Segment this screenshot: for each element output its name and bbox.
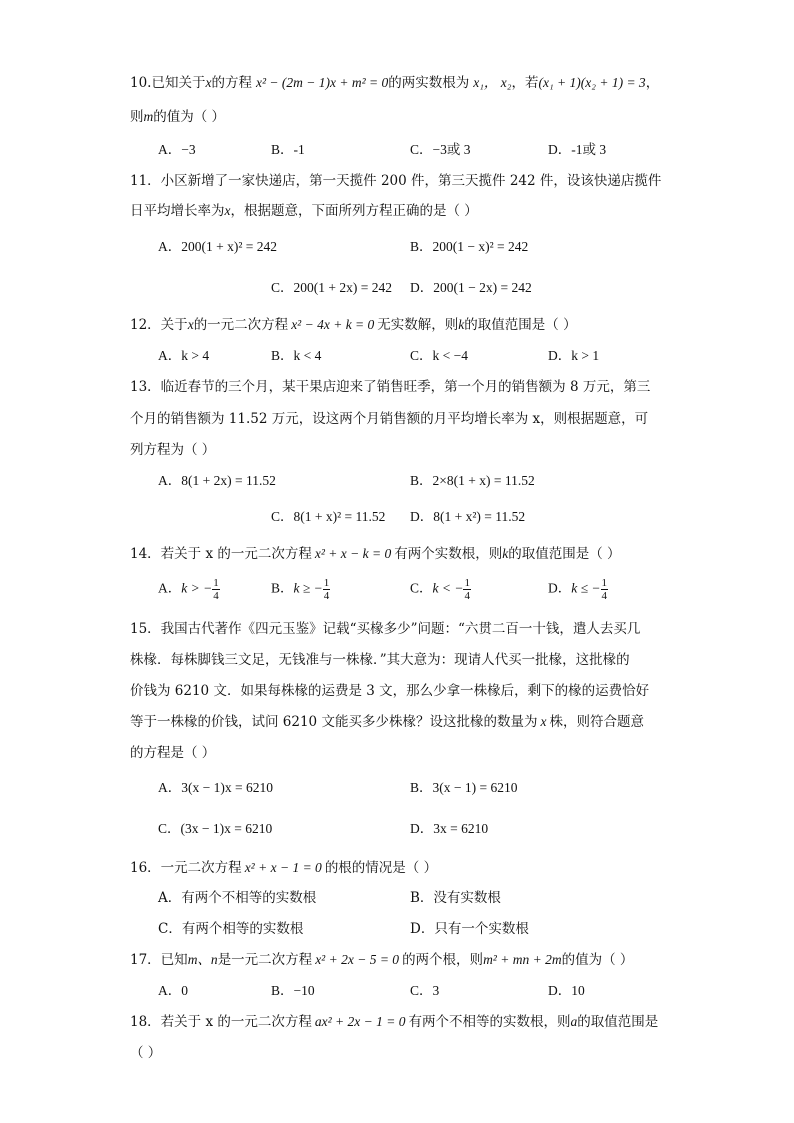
q11-option-b: B．200(1 − x)² = 242 <box>410 239 529 254</box>
question-10-line-1 <box>130 73 659 93</box>
q14-option-expr: k > − <box>181 580 213 596</box>
question-13-line-2: 个月的销售额为 11.52 万元，设这两个月销售额的月平均增长率为 x，则根据题意，可 <box>130 411 649 427</box>
q10-var-m: m <box>143 109 154 124</box>
q14-option-b <box>271 577 330 602</box>
q10-text: 的两实数根为 <box>388 75 470 91</box>
numerator: 1 <box>213 577 219 589</box>
q10-var-x: x <box>205 75 212 90</box>
fraction <box>463 577 471 602</box>
q15-option-b: B．3(x − 1) = 6210 <box>410 780 518 795</box>
question-13-line-1: 13．临近春节的三个月，某干果店迎来了销售旺季，第一个月的销售额为 8 万元，第三 <box>130 379 651 395</box>
question-11-line-2 <box>130 201 478 221</box>
q13-option-a: A．8(1 + 2x) = 11.52 <box>158 473 276 488</box>
q15-option-c: C．(3x − 1)x = 6210 <box>158 821 273 836</box>
numerator: 1 <box>601 577 608 589</box>
question-11-line-1: 11．小区新增了一家快递店，第一天揽件 200 件，第三天揽件 242 件，设该快递店揽件 <box>130 173 662 189</box>
q10-option-a: A．−3 <box>158 142 196 157</box>
q10-roots: x₁， x₂ <box>473 75 512 90</box>
q14-text: 的取值范围是（ ） <box>508 546 621 562</box>
q11-option-c: C．200(1 + 2x) = 242 <box>271 280 392 295</box>
q10-option-b: B．-1 <box>271 142 305 157</box>
q12-var-x: x <box>187 317 194 332</box>
q14-option-label: B． <box>271 580 294 596</box>
question-15-line-2: 株椽．每株脚钱三文足，无钱准与一株椽．”其大意为：现请人代买一批椽，这批椽的 <box>130 652 630 668</box>
question-15-line-3: 价钱为 6210 文．如果每株椽的运费是 3 文，那么少拿一株椽后，剩下的椽的运费恰好 <box>130 683 650 699</box>
denominator: 4 <box>323 590 330 602</box>
q17-text: 的值为（ ） <box>561 952 634 968</box>
q14-option-label: A． <box>158 580 182 596</box>
q12-text: 的一元二次方程 <box>193 317 289 333</box>
q14-option-expr: k ≤ − <box>571 580 601 596</box>
fraction <box>323 577 331 602</box>
q15-text: 株，则符合题意 <box>549 714 644 730</box>
q18-text: 有两个不相等的实数根，则 <box>408 1014 571 1030</box>
q12-option-d: D．k > 1 <box>548 348 600 363</box>
question-18-line-1 <box>130 1012 658 1032</box>
q10-text: 10.已知关于 <box>130 75 206 91</box>
question-16-line-1 <box>130 858 437 878</box>
q12-option-a: A．k > 4 <box>158 348 210 363</box>
q12-text: 的取值范围是（ ） <box>464 317 577 333</box>
denominator: 4 <box>464 590 470 602</box>
q12-text: 12．关于 <box>130 317 188 333</box>
q10-text: ， <box>645 75 660 91</box>
denominator: 4 <box>213 590 219 602</box>
q18-text: 18．若关于 x 的一元二次方程 <box>130 1014 312 1030</box>
q17-option-c: C．3 <box>410 983 440 998</box>
q14-text: 有两个实数根，则 <box>394 546 503 562</box>
fraction <box>601 577 609 602</box>
q10-text: 的值为（ ） <box>153 109 226 125</box>
denominator: 4 <box>601 590 608 602</box>
q10-equation: x² − (2m − 1)x + m² = 0 <box>255 75 389 90</box>
question-13-line-3: 列方程为（ ） <box>130 442 216 458</box>
q10-text: 则 <box>130 109 144 125</box>
q17-option-a: A．0 <box>158 983 188 998</box>
q15-text: 等于一株椽的价钱，试问 6210 文能买多少株椽？设这批椽的数量为 <box>130 714 538 730</box>
q15-var-x: x <box>540 714 547 729</box>
question-15-line-1: 15．我国古代著作《四元玉鉴》记载“买椽多少”问题：“六贯二百一十钱，遣人去买几 <box>130 621 641 637</box>
q16-option-a: A．有两个不相等的实数根 <box>158 890 317 906</box>
q12-text: 无实数解，则 <box>377 317 459 333</box>
q14-option-expr: k < − <box>432 580 464 596</box>
question-18-line-2: （ ） <box>130 1045 162 1061</box>
q16-option-b: B．没有实数根 <box>410 890 501 906</box>
q14-equation: x² + x − k = 0 <box>314 546 392 561</box>
q14-option-label: C． <box>410 580 433 596</box>
q11-text: ，根据题意，下面所列方程正确的是（ ） <box>230 203 478 219</box>
q16-equation: x² + x − 1 = 0 <box>244 860 322 875</box>
question-15-line-5: 的方程是（ ） <box>130 745 216 761</box>
question-14-line-1 <box>130 544 621 564</box>
q17-option-d: D．10 <box>548 983 585 998</box>
q17-option-b: B．−10 <box>271 983 315 998</box>
q17-text: 的两个根，则 <box>402 952 484 968</box>
q13-option-b: B．2×8(1 + x) = 11.52 <box>410 473 535 488</box>
q14-option-c <box>410 577 471 602</box>
q14-var-k: k <box>502 546 509 561</box>
q10-option-d: D．-1或 3 <box>548 142 607 157</box>
q10-option-c: C．−3或 3 <box>410 142 471 157</box>
q12-option-c: C．k < −4 <box>410 348 468 363</box>
question-15-line-4 <box>130 712 644 732</box>
question-17-line-1 <box>130 950 633 970</box>
numerator: 1 <box>464 577 470 589</box>
q16-option-d: D．只有一个实数根 <box>410 921 529 937</box>
numerator: 1 <box>323 577 330 589</box>
q12-var-k: k <box>458 317 465 332</box>
q17-vars: m、n <box>187 952 218 967</box>
q12-option-b: B．k < 4 <box>271 348 322 363</box>
q12-equation: x² − 4x + k = 0 <box>291 317 375 332</box>
question-12-line-1 <box>130 315 577 335</box>
question-10-line-2 <box>130 107 225 127</box>
q17-text: 17．已知 <box>130 952 188 968</box>
q14-option-expr: k ≥ − <box>293 580 323 596</box>
q15-option-a: A．3(x − 1)x = 6210 <box>158 780 273 795</box>
q10-text: ，若 <box>511 75 539 91</box>
q11-option-d: D．200(1 − 2x) = 242 <box>410 280 532 295</box>
q13-option-d: D．8(1 + x²) = 11.52 <box>410 509 526 524</box>
q11-option-a: A．200(1 + x)² = 242 <box>158 239 278 254</box>
q18-equation: ax² + 2x − 1 = 0 <box>314 1014 406 1029</box>
q10-condition: (x₁ + 1)(x₂ + 1) = 3 <box>538 75 646 90</box>
q18-var-a: a <box>570 1014 578 1029</box>
q14-option-a <box>158 577 220 602</box>
fraction <box>212 577 220 602</box>
q14-option-label: D． <box>548 580 572 596</box>
q17-text: 是一元二次方程 <box>217 952 313 968</box>
q13-option-c: C．8(1 + x)² = 11.52 <box>271 509 386 524</box>
q16-text: 16．一元二次方程 <box>130 860 242 876</box>
q16-option-c: C．有两个相等的实数根 <box>158 921 304 937</box>
q11-text: 日平均增长率为 <box>130 203 225 219</box>
q16-text: 的根的情况是（ ） <box>324 860 438 876</box>
q18-text: 的取值范围是 <box>577 1014 659 1030</box>
q17-expression: m² + mn + 2m <box>483 952 562 967</box>
q14-option-d <box>548 577 608 602</box>
q11-var-x: x <box>224 203 231 218</box>
q14-text: 14．若关于 x 的一元二次方程 <box>130 546 312 562</box>
q15-option-d: D．3x = 6210 <box>410 821 489 836</box>
q10-text: 的方程 <box>211 75 252 91</box>
q17-equation: x² + 2x − 5 = 0 <box>315 952 400 967</box>
